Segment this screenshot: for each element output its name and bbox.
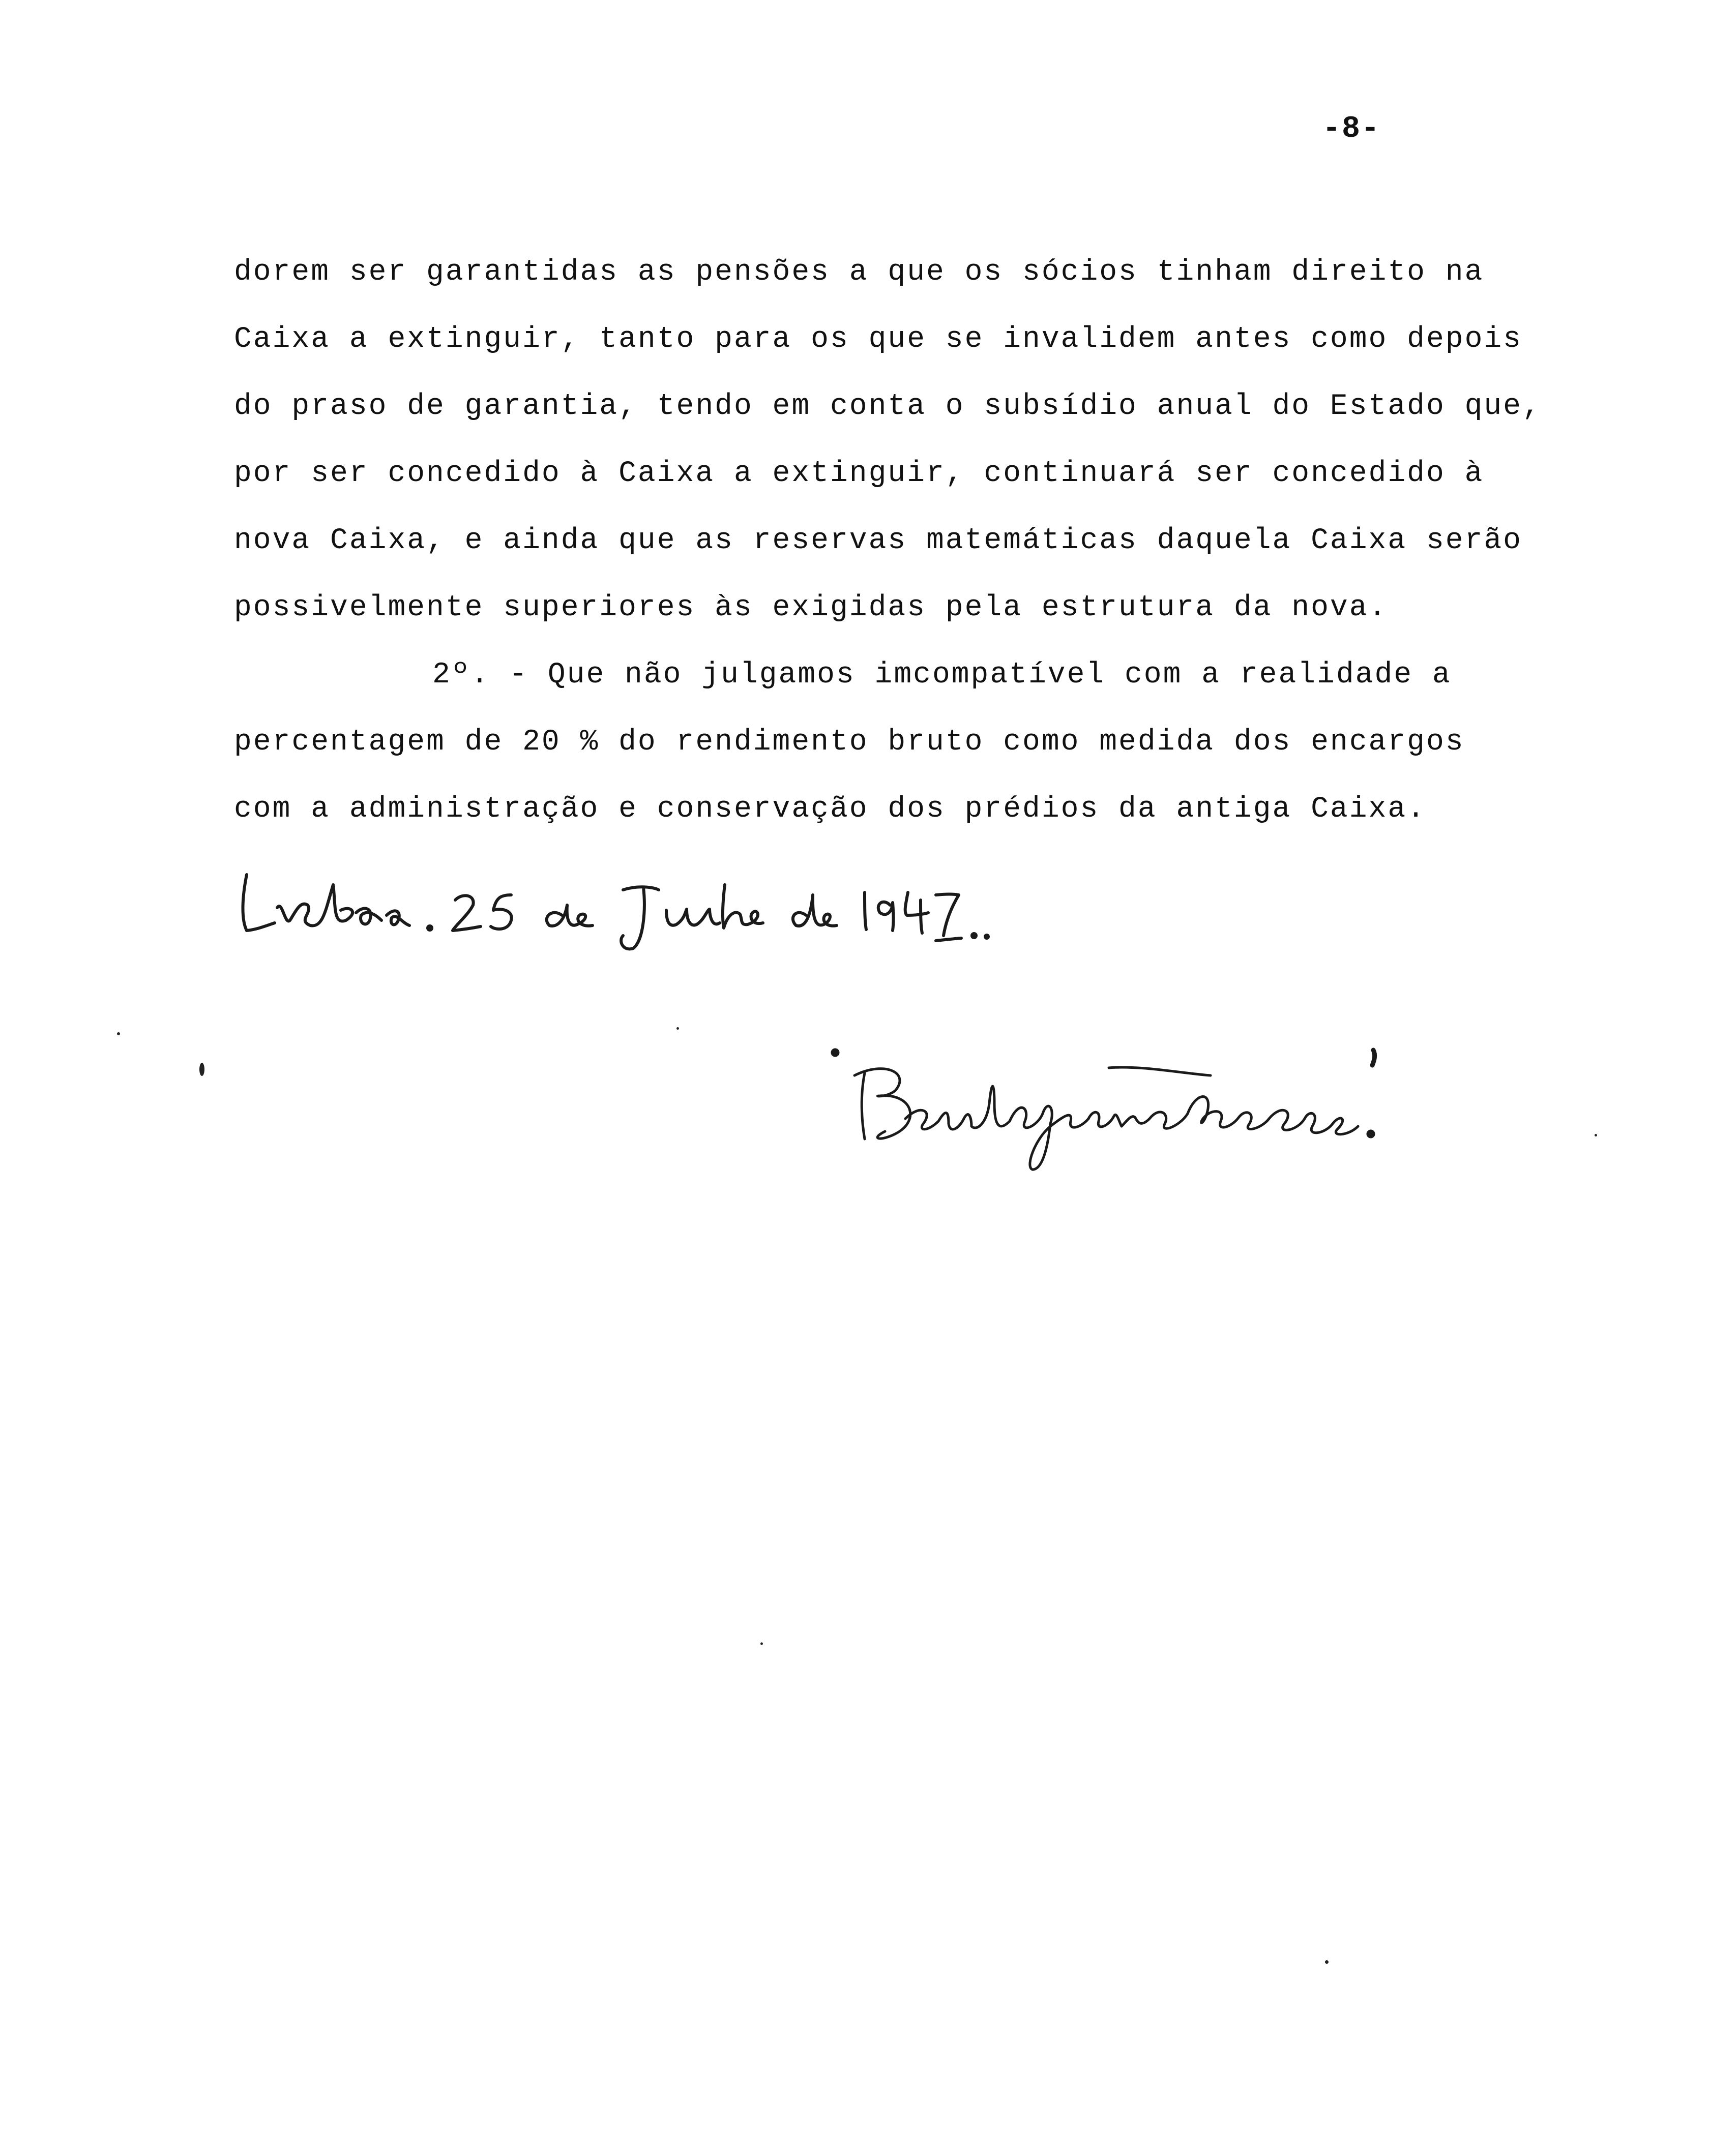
scan-speck [760, 1642, 763, 1645]
text-line: possivelmente superiores às exigidas pela estrutura da nova. [234, 591, 1388, 624]
handwritten-date [237, 864, 1050, 956]
text-line: nova Caixa, e ainda que as reservas matemáticas daquela Caixa serão [234, 524, 1522, 557]
scan-speck [199, 1063, 204, 1076]
signature [824, 1037, 1414, 1175]
body-text [234, 239, 1607, 843]
text-line: por ser concedido à Caixa a extinguir, continuará ser concedido à [234, 457, 1484, 490]
text-line: dorem ser garantidas as pensões a que os sócios tinham direito na [234, 256, 1484, 289]
scan-speck [1325, 1960, 1329, 1964]
scan-speck [1595, 1134, 1597, 1136]
text-line: Caixa a extinguir, tanto para os que se invalidem antes como depois [234, 323, 1522, 356]
text-line: com a administração e conservação dos prédios da antiga Caixa. [234, 793, 1426, 826]
page-number: -8- [1322, 112, 1381, 146]
text-line: percentagem de 20 % do rendimento bruto como medida dos encargos [234, 726, 1465, 759]
scan-speck [676, 1027, 679, 1030]
scan-speck [117, 1032, 120, 1035]
text-line: do praso de garantia, tendo em conta o subsídio anual do Estado que, [234, 390, 1542, 423]
text-line: 2º. - Que não julgamos imcompatível com a realidade a [432, 658, 1452, 692]
